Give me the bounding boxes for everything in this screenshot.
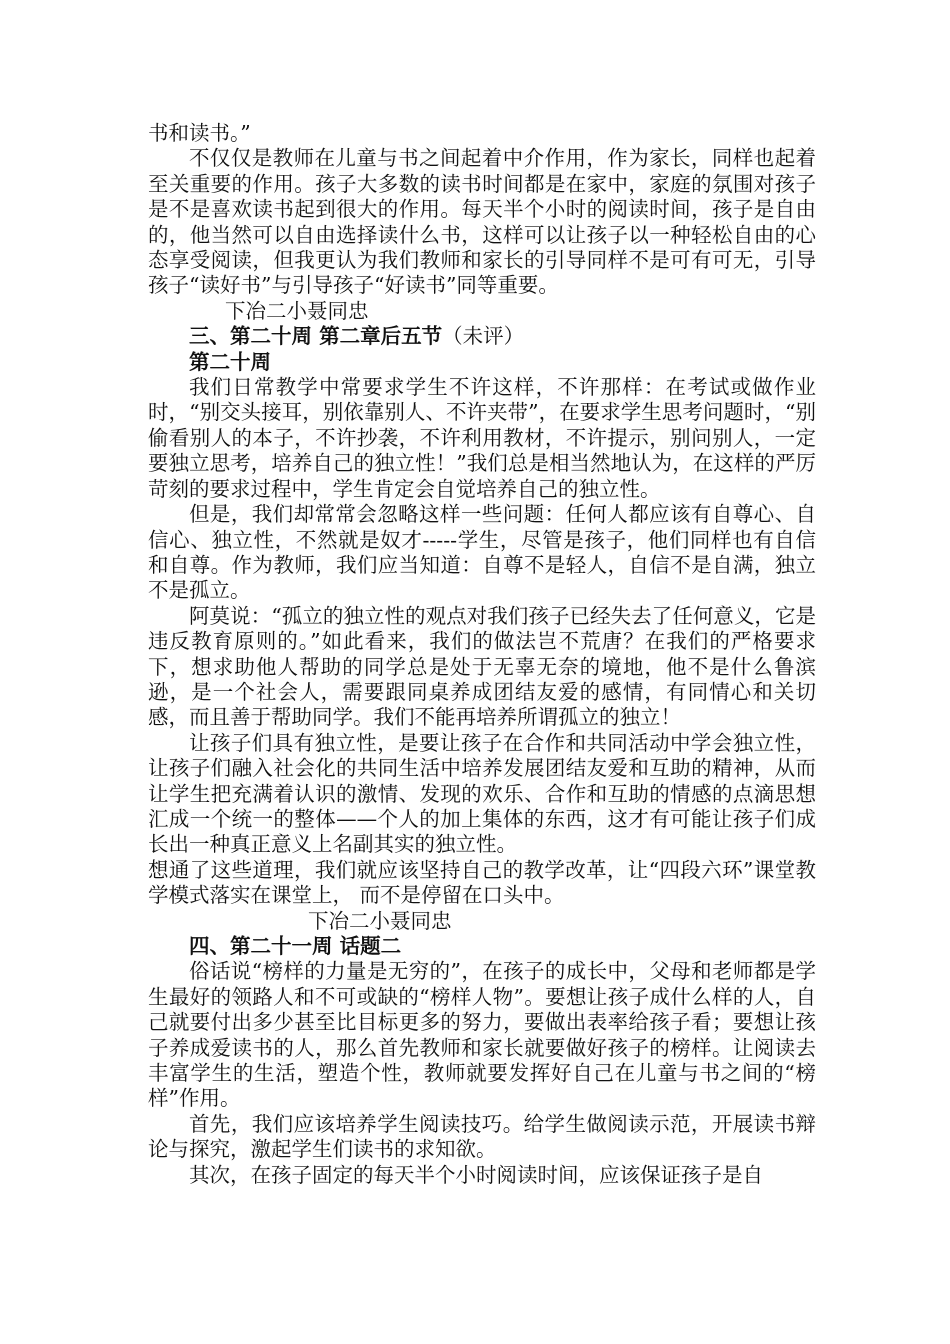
section-heading-3 (148, 324, 816, 349)
section-heading-3-title: 三、第二十周 第二章后五节 (189, 324, 443, 349)
paragraph-first: 首先，我们应该培养学生阅读技巧。给学生做阅读示范，开展读书辩论与探究，激起学生们读书的求知欲。 (148, 1111, 816, 1162)
paragraph-continuation: 书和读书。” (148, 121, 251, 145)
paragraph-amo-quote: 阿莫说：“孤立的独立性的观点对我们孩子已经失去了任何意义，它是违反教育原则的。”如此看来，我们的做法岂不荒唐？在我们的严格要求下，想求助他人帮助的同学总是处于无辜无奈的境地，他不是什么鲁滨逊，是一个社会人，需要跟同桌养成团结友爱的感情，有同情心和关切感，而且善于帮助同学。我们不能再培养所谓孤立的独立！ (148, 603, 816, 730)
paragraph-requirements: 我们日常教学中常要求学生不许这样，不许那样：在考试或做作业时，“别交头接耳，别依靠别人、不许夹带”，在要求学生思考问题时，“别偷看别人的本子，不许抄袭，不许利用教材，不许提示，别问别人，一定要独立思考，培养自己的独立性！”我们总是相当然地认为，在这样的严厉苛刻的要求过程中，学生肯定会自觉培养自己的独立性。 (148, 375, 816, 501)
paragraph-independence: 让孩子们具有独立性，是要让孩子在合作和共同活动中学会独立性，让孩子们融入社会化的共同生活中培养发展团结友爱和互助的精神，从而让学生把充满着认识的激情、发现的欢乐、合作和互助的情感的点滴思想汇成一个统一的整体——个人的加上集体的东西，这才有可能让孩子们成长出一种真正意义上名副其实的独立性。 (148, 730, 816, 857)
paragraph-self-respect: 但是，我们却常常会忽略这样一些问题：任何人都应该有自尊心、自信心、独立性，不然就是奴才-----学生，尽管是孩子，他们同样也有自信和自尊。作为教师，我们应当知道：自尊不是轻人，自信不是自满，独立不是孤立。 (148, 502, 816, 603)
author-signature-2: 下冶二小聂同忠 (308, 908, 452, 933)
paragraph-role-model: 俗话说“榜样的力量是无穷的”，在孩子的成长中，父母和老师都是学生最好的领路人和不可或缺的“榜样人物”。要想让孩子成什么样的人，自己就要付出多少甚至比目标更多的努力，要做出表率给孩子看；要想让孩子养成爱读书的人，那么首先教师和家长就要做好孩子的榜样。让阅读去丰富学生的生活，塑造个性，教师就要发挥好自己在儿童与书之间的“榜样”作用。 (148, 959, 816, 1111)
document-page (148, 121, 816, 1188)
section-heading-3-note: （未评） (442, 324, 525, 349)
author-signature: 下冶二小聂同忠 (225, 298, 369, 323)
paragraph-second: 其次，在孩子固定的每天半个小时阅读时间，应该保证孩子是自 (189, 1162, 763, 1187)
subheading-week-20: 第二十周 (189, 349, 271, 374)
section-heading-4: 四、第二十一周 话题二 (189, 934, 402, 958)
paragraph-parents-role: 不仅仅是教师在儿童与书之间起着中介作用，作为家长，同样也起着至关重要的作用。孩子大多数的读书时间都是在家中，家庭的氛围对孩子是不是喜欢读书起到很大的作用。每天半个小时的阅读时间，孩子是自由的，他当然可以自由选择读什么书，这样可以让孩子以一种轻松自由的心态享受阅读，但我更认为我们教师和家长的引导同样不是可有可无，引导孩子“读好书”与引导孩子“好读书”同等重要。 (148, 146, 816, 298)
paragraph-reform: 想通了这些道理，我们就应该坚持自己的教学改革，让“四段六环”课堂教学模式落实在课堂上， 而不是停留在口头中。 (148, 857, 816, 908)
